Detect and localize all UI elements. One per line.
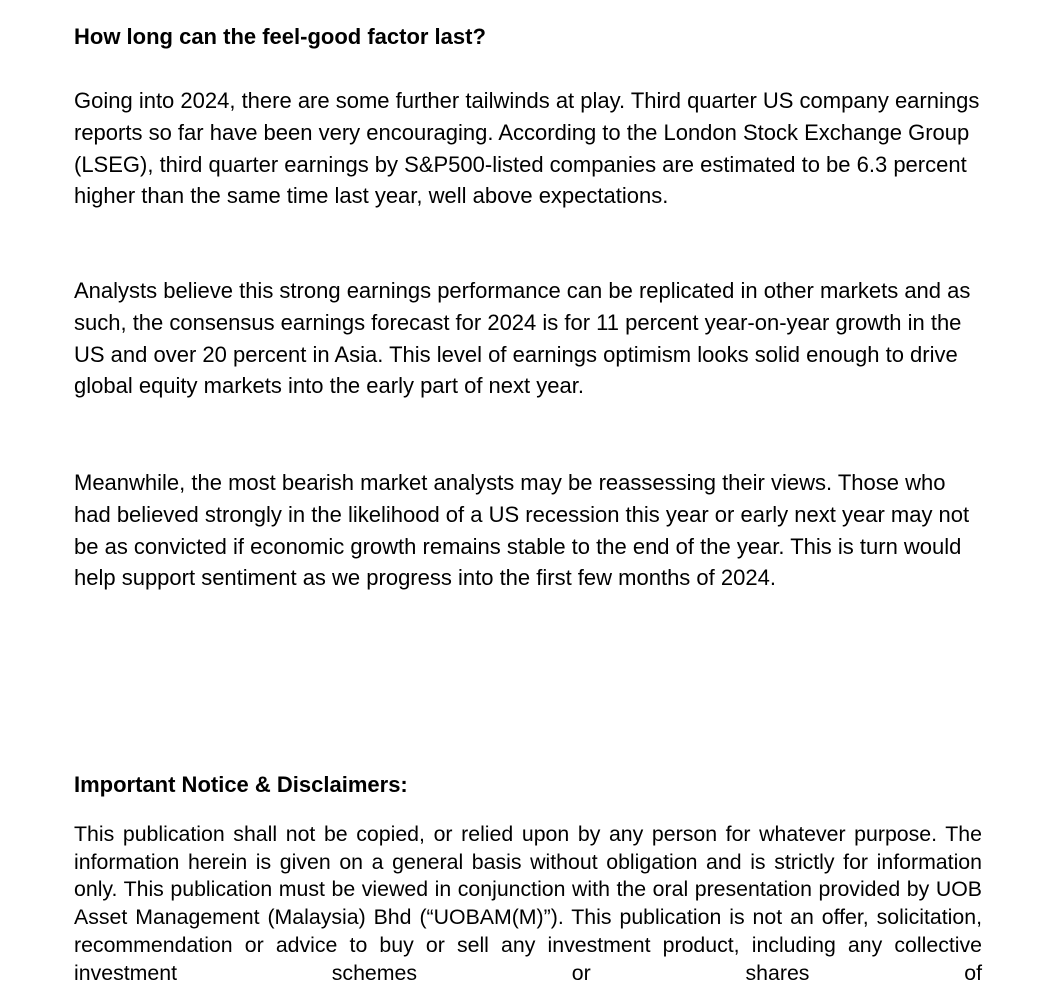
article-paragraph-3: Meanwhile, the most bearish market analysts may be reassessing their views. Those who had believed strongly in the likelihood of a US recession this year or early next year may not be as convicted if economic growth remains stable to the end of the year. This is turn would help support sentiment as we progress into the first few months of 2024. (74, 470, 970, 591)
article-paragraph-2: Analysts believe this strong earnings performance can be replicated in other markets and as such, the consensus earnings forecast for 2024 is for 11 percent year-on-year growth in the US and over 20 percent in Asia. This level of earnings optimism looks solid enough to drive global equity markets into the early part of next year. (74, 278, 971, 399)
article-paragraph-1: Going into 2024, there are some further tailwinds at play. Third quarter US company earnings reports so far have been very encouraging. According to the London Stock Exchange Group (LSEG), third quarter earnings by S&P500-listed companies are estimated to be 6.3 percent higher than the same time last year, well above expectations. (74, 88, 980, 209)
disclaimer-text: This publication shall not be copied, or relied upon by any person for whatever purpose. The information herein is given on a general basis without obligation and is strictly for information only. This publication must be viewed in conjunction with the oral presentation provided by UOB Asset Management (Malaysia) Bhd (“UOBAM(M)”). This publication is not an offer, solicitation, recommendation or advice to buy or sell any investment product, including any collective investment schemes or shares of (74, 822, 982, 985)
article-heading: How long can the feel-good factor last? (74, 24, 486, 49)
disclaimer-heading: Important Notice & Disclaimers: (74, 772, 408, 797)
